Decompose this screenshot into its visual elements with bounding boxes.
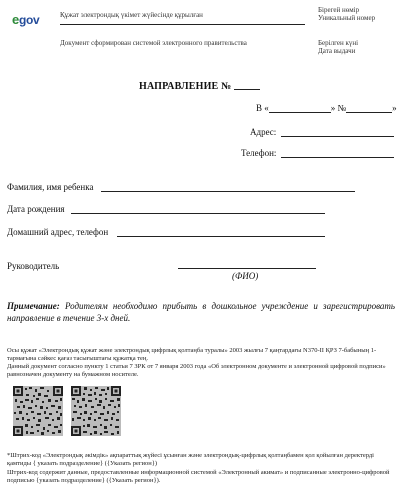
- egov-logo: [12, 12, 39, 27]
- issue-date-ru: Дата выдачи: [318, 47, 356, 55]
- barcode-kz-text: *Штрих-код «Электрондық әкімдік» ақпараттық жүйесі ұсынған және электрондық-цифрлық қолтаңбамен қол қойылған деректерді қамтиды { указать подразделение} ({Указать регион}): [7, 452, 374, 467]
- child-name-label: Фамилия, имя ребенка: [7, 182, 94, 192]
- note-block: [7, 300, 395, 324]
- legal-kz-text: Осы құжат «Электрондық құжат және электрондық цифрлық қолтаңба туралы» 2003 жылғы 7 қаңтардағы N370-II ҚРЗ 7-бабының 1-тармағына сәйкес қағаз тасығыштағы құжатқа тең.: [7, 347, 377, 362]
- logo-gov: gov: [18, 13, 40, 27]
- recipient-line: [256, 103, 397, 113]
- document-title: [139, 80, 260, 92]
- recipient-name-line: [269, 103, 331, 113]
- fio-label: (ФИО): [232, 271, 259, 281]
- header-divider: [60, 24, 305, 25]
- birth-date-label: Дата рождения: [7, 204, 65, 214]
- header-kz-text: Құжат электрондық үкімет жүйесінде құрылған: [60, 11, 203, 19]
- recipient-quote: »: [330, 103, 336, 113]
- header-ru-text: Документ сформирован системой электронного правительства: [60, 39, 247, 47]
- recipient-number-line: [346, 103, 392, 113]
- unique-number-ru: Уникальный номер: [318, 14, 376, 22]
- recipient-prefix: В «: [256, 103, 269, 113]
- home-address-line: [117, 227, 325, 237]
- qr-code-1-pattern: [13, 386, 63, 436]
- birth-date-line: [71, 204, 325, 214]
- barcode-ru-text: Штрих-код содержит данные, предоставленные информационной системой «Электронный акимат» и подписанные электронно-цифровой подписью {указать подразделение} ({Указать регион}).: [7, 469, 390, 484]
- head-signature-line: [178, 259, 316, 269]
- child-name-line: [101, 182, 355, 192]
- head-label: Руководитель: [7, 261, 60, 271]
- phone-line: [281, 148, 394, 158]
- recipient-number-sign: №: [337, 103, 347, 113]
- legal-ru-text: Данный документ согласно пункту 1 статьи 7 ЗРК от 7 января 2003 года «Об электронном документе и электронной цифровой подписи» равнозначен документу на бумажном носителе.: [7, 363, 386, 378]
- qr-code-1: [13, 386, 63, 436]
- address-line: [281, 127, 394, 137]
- unique-number-kz: Бірегей нөмір: [318, 6, 360, 14]
- address-label: Адрес:: [250, 127, 277, 137]
- note-text: Родителям необходимо прибыть в дошкольное учреждение и зарегистрировать направление в течение 3-х дней.: [7, 301, 396, 323]
- qr-code-2: [71, 386, 121, 436]
- qr-code-2-pattern: [71, 386, 121, 436]
- note-label: Примечание:: [7, 301, 60, 311]
- recipient-suffix: »: [392, 103, 397, 113]
- title-text: НАПРАВЛЕНИЕ №: [139, 81, 232, 92]
- title-number-line: [234, 80, 260, 90]
- phone-label: Телефон:: [241, 148, 277, 158]
- logo-e: e: [12, 12, 19, 27]
- issue-date-kz: Берілген күні: [318, 39, 359, 47]
- home-address-label: Домашний адрес, телефон: [7, 227, 109, 237]
